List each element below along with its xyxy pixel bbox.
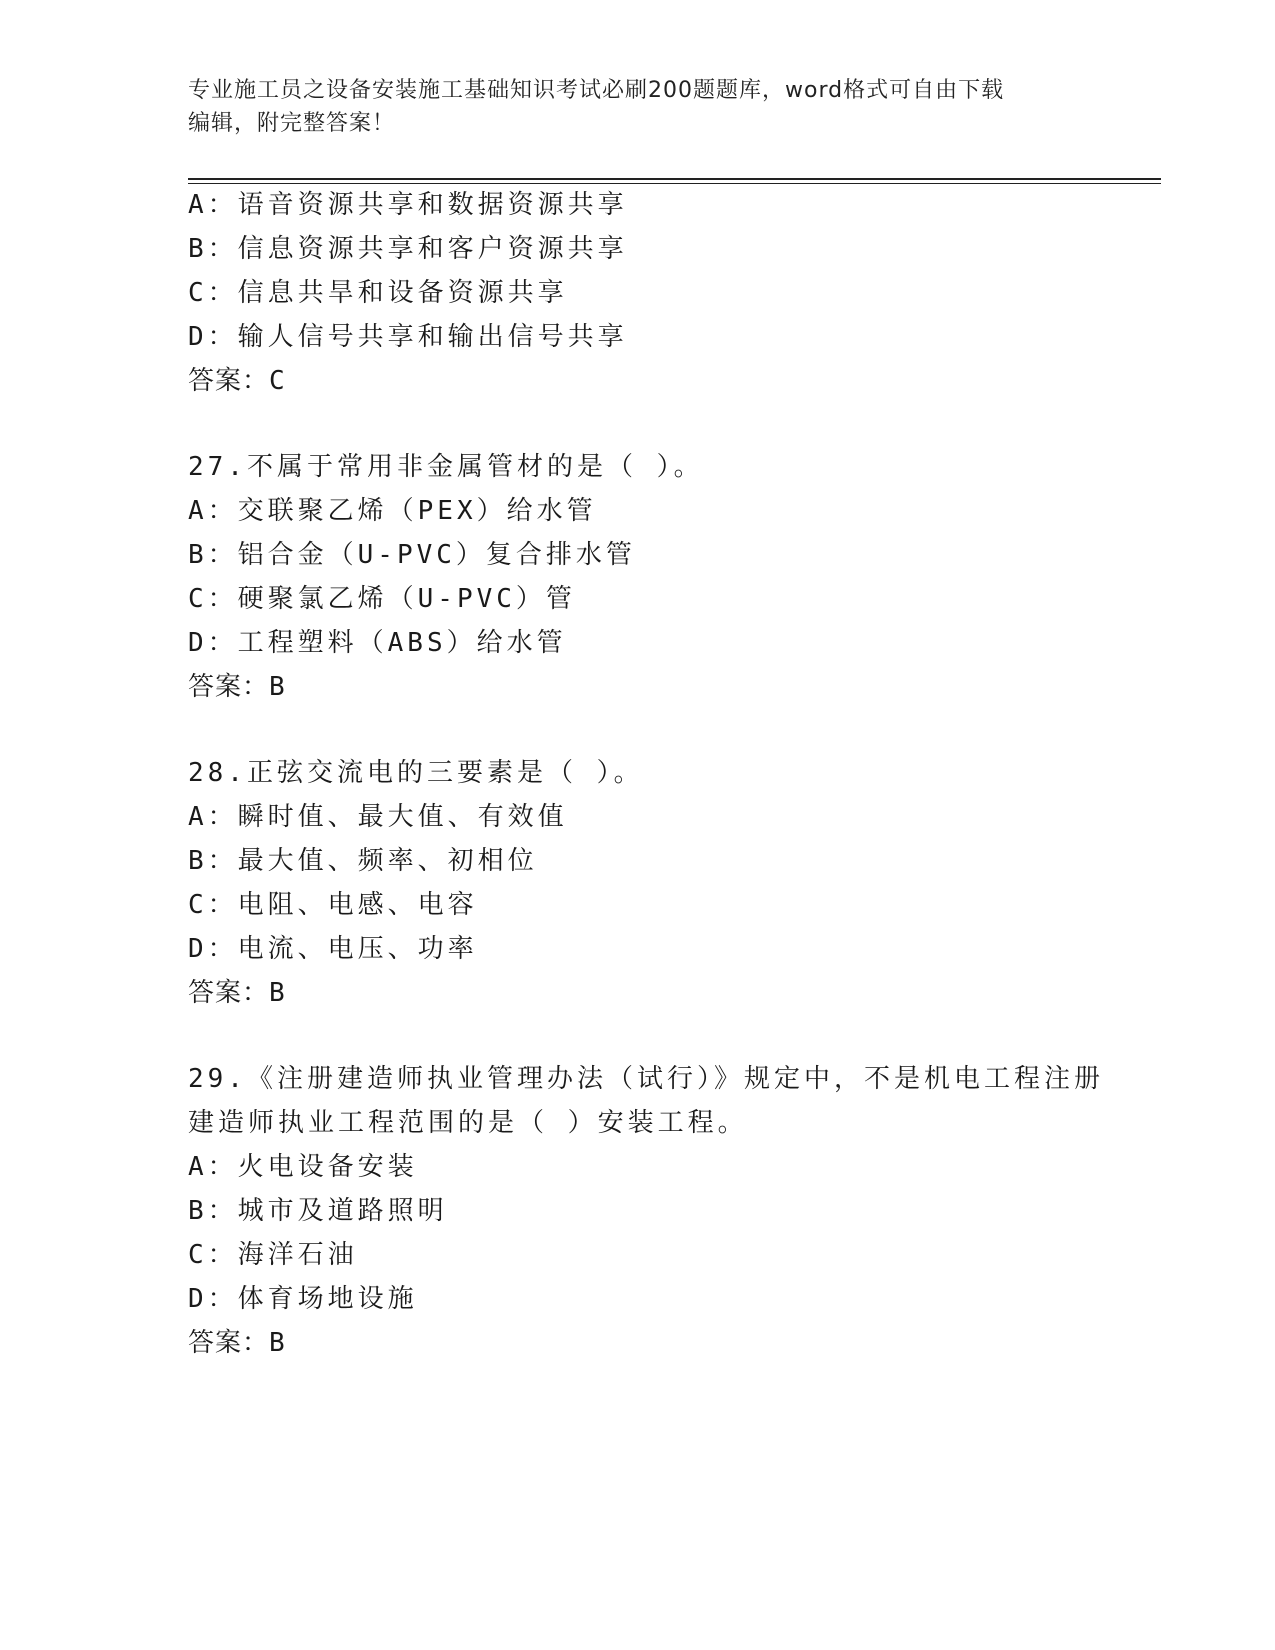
option-c: C：海洋石油: [188, 1240, 358, 1270]
header-divider-thin: [188, 183, 1161, 184]
option-b: B：信息资源共享和客户资源共享: [188, 234, 628, 264]
question-stem: 28.正弦交流电的三要素是（ ）。: [188, 758, 644, 788]
option-d: D：输人信号共享和输出信号共享: [188, 322, 628, 352]
document-header: [188, 74, 1088, 140]
option-d: D：体育场地设施: [188, 1284, 418, 1314]
option-b: B：城市及道路照明: [188, 1196, 448, 1226]
option-c: C：信息共旱和设备资源共享: [188, 278, 568, 308]
header-line-2: 编辑，附完整答案！: [188, 111, 396, 136]
option-b: B：最大值、频率、初相位: [188, 846, 538, 876]
answer: 答案：B: [188, 1328, 286, 1358]
answer: 答案：B: [188, 978, 286, 1008]
answer: 答案：B: [188, 672, 286, 702]
option-a: A：语音资源共享和数据资源共享: [188, 190, 628, 220]
option-a: A：交联聚乙烯（PEX）给水管: [188, 496, 597, 526]
option-c: C：电阻、电感、电容: [188, 890, 478, 920]
option-d: D：工程塑料（ABS）给水管: [188, 628, 567, 658]
option-d: D：电流、电压、功率: [188, 934, 478, 964]
question-stem-continued: 建造师执业工程范围的是（ ）安装工程。: [188, 1108, 748, 1138]
header-line-1: 专业施工员之设备安装施工基础知识考试必刷200题题库，word格式可自由下载: [188, 78, 1005, 103]
option-a: A：火电设备安装: [188, 1152, 418, 1182]
question-stem: 27.不属于常用非金属管材的是（ ）。: [188, 452, 704, 482]
answer: 答案：C: [188, 366, 286, 396]
option-a: A：瞬时值、最大值、有效值: [188, 802, 568, 832]
option-c: C：硬聚氯乙烯（U-PVC）管: [188, 584, 576, 614]
header-divider: [188, 178, 1161, 180]
question-stem: 29.《注册建造师执业管理办法（试行）》规定中，不是机电工程注册: [188, 1064, 1104, 1094]
option-b: B：铝合金（U-PVC）复合排水管: [188, 540, 636, 570]
